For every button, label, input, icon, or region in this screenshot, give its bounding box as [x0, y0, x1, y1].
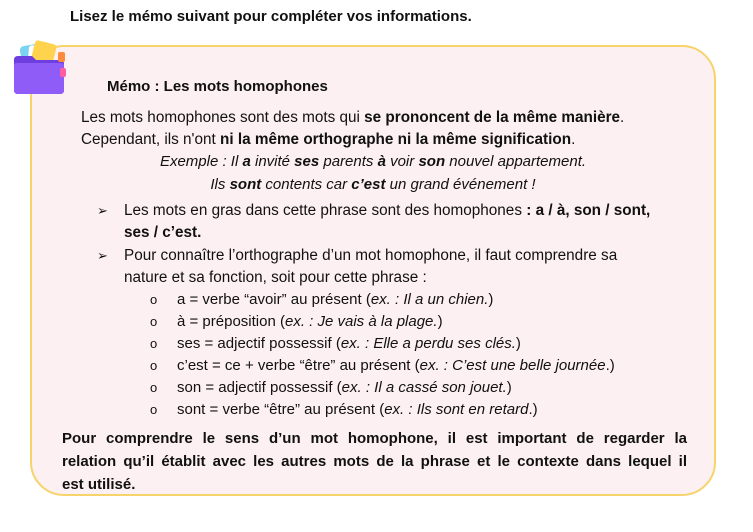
example-sentence-2: Ils sont contents car c’est un grand événement ! — [210, 176, 536, 193]
circle-bullet-icon: o — [150, 292, 158, 307]
sub-item-son: o son = adjectif possessif (ex. : Il a cassé son jouet.) — [150, 377, 512, 399]
sub-item-ses: o ses = adjectif possessif (ex. : Elle a perdu ses clés.) — [150, 333, 521, 355]
sub-item-cest: o c’est = ce + verbe “être” au présent (ex. : C’est une belle journée.) — [150, 355, 615, 377]
arrow-bullet-icon: ➢ — [97, 203, 108, 218]
circle-bullet-icon: o — [150, 358, 158, 373]
arrow-bullet-icon: ➢ — [97, 248, 108, 263]
circle-bullet-icon: o — [150, 402, 158, 417]
definition-line-2: Cependant, ils n'ont ni la même orthographe ni la même signification. — [81, 131, 576, 148]
circle-bullet-icon: o — [150, 314, 158, 329]
instruction-text: Lisez le mémo suivant pour compléter vos informations. — [70, 8, 472, 25]
folder-notes-icon — [8, 38, 70, 100]
conclusion-text: Pour comprendre le sens d’un mot homophone, il est important de regarder la relation qu’il établit avec les autres mots de la phrase et le contexte dans lequel il est utilisé. — [62, 430, 687, 493]
sub-item-sont: o sont = verbe “être” au présent (ex. : Ils sont en retard.) — [150, 399, 538, 421]
circle-bullet-icon: o — [150, 336, 158, 351]
sub-item-a: o a = verbe “avoir” au présent (ex. : Il a un chien.) — [150, 289, 493, 311]
sub-item-a-accent: o à = préposition (ex. : Je vais à la plage.) — [150, 311, 443, 333]
memo-title: Mémo : Les mots homophones — [107, 78, 328, 95]
definition-line-1: Les mots homophones sont des mots qui se prononcent de la même manière. — [81, 109, 625, 126]
bullet-item-orthographe: ➢ Pour connaître l’orthographe d’un mot homophone, il faut comprendre sa nature et sa fonction, soit pour cette phrase : — [97, 247, 618, 286]
example-sentence-1: Exemple : Il a invité ses parents à voir son nouvel appartement. — [159, 153, 587, 170]
bullet-item-homophones: ➢ Les mots en gras dans cette phrase sont des homophones : a / à, son / sont, ses / c’est. — [97, 202, 651, 241]
circle-bullet-icon: o — [150, 380, 158, 395]
